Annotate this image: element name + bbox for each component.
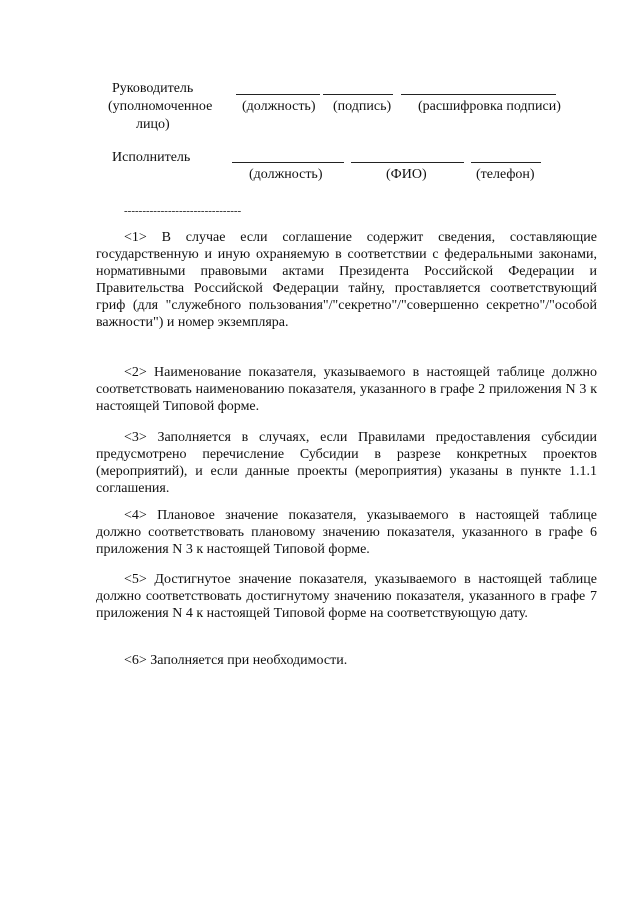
head-label-line-3: лицо) <box>136 117 170 132</box>
footnote-separator: -------------------------------- <box>124 205 242 217</box>
footnote-2 <box>96 364 597 415</box>
head-decoding-signature-line[interactable] <box>401 94 556 95</box>
footnote-2-text: <2> Наименование показателя, указываемого в настоящей таблице должно соответствовать наименованию показателя, указанного в графе 2 приложения N 3 к настоящей Типовой форме. <box>96 365 597 414</box>
footnote-4-text: <4> Плановое значение показателя, указываемого в настоящей таблице должно соответствовать плановому значению показателя, указанного в графе 6 приложения N 3 к настоящей Типовой форме. <box>96 508 597 557</box>
footnote-4 <box>96 507 597 558</box>
executor-caption-name: (ФИО) <box>386 167 427 182</box>
footnote-5-text: <5> Достигнутое значение показателя, указываемого в настоящей таблице должно соответствовать достигнутому значению показателя, указанного в графе 7 приложения N 4 к настоящей Типовой форме на соответствующую дату. <box>96 572 597 621</box>
head-label-line-1: Руководитель <box>112 81 194 96</box>
footnote-1 <box>96 229 597 331</box>
executor-caption-position: (должность) <box>249 167 323 182</box>
head-position-signature-line[interactable] <box>236 94 320 95</box>
head-label-line-2: (уполномоченное <box>108 99 213 114</box>
footnote-6 <box>96 652 597 669</box>
head-caption-position: (должность) <box>242 99 316 114</box>
executor-name-line[interactable] <box>351 162 464 163</box>
executor-label: Исполнитель <box>112 150 191 165</box>
footnote-1-text: <1> В случае если соглашение содержит сведения, составляющие государственную и иную охраняемую в соответствии с федеральными законами, нормативными правовыми актами Президента Российской Федерации и Правительства Российской Федерации тайну, проставляется соответствующий гриф (для "служебного пользования"/"секретно"/"совершенно секретно"/"особой важности") и номер экземпляра. <box>96 230 597 330</box>
executor-phone-line[interactable] <box>471 162 541 163</box>
head-caption-decoding: (расшифровка подписи) <box>418 99 561 114</box>
head-caption-signature: (подпись) <box>333 99 392 114</box>
footnote-3-text: <3> Заполняется в случаях, если Правилами предоставления субсидии предусмотрено перечисление Субсидии в разрезе конкретных проектов (мероприятий), и если данные проекты (мероприятия) указаны в пункте 1.1.1 соглашения. <box>96 430 597 496</box>
executor-position-line[interactable] <box>232 162 344 163</box>
executor-caption-phone: (телефон) <box>476 167 535 182</box>
head-signature-line[interactable] <box>323 94 393 95</box>
footnote-5 <box>96 571 597 622</box>
footnote-6-text: <6> Заполняется при необходимости. <box>124 653 348 668</box>
footnote-3 <box>96 429 597 497</box>
